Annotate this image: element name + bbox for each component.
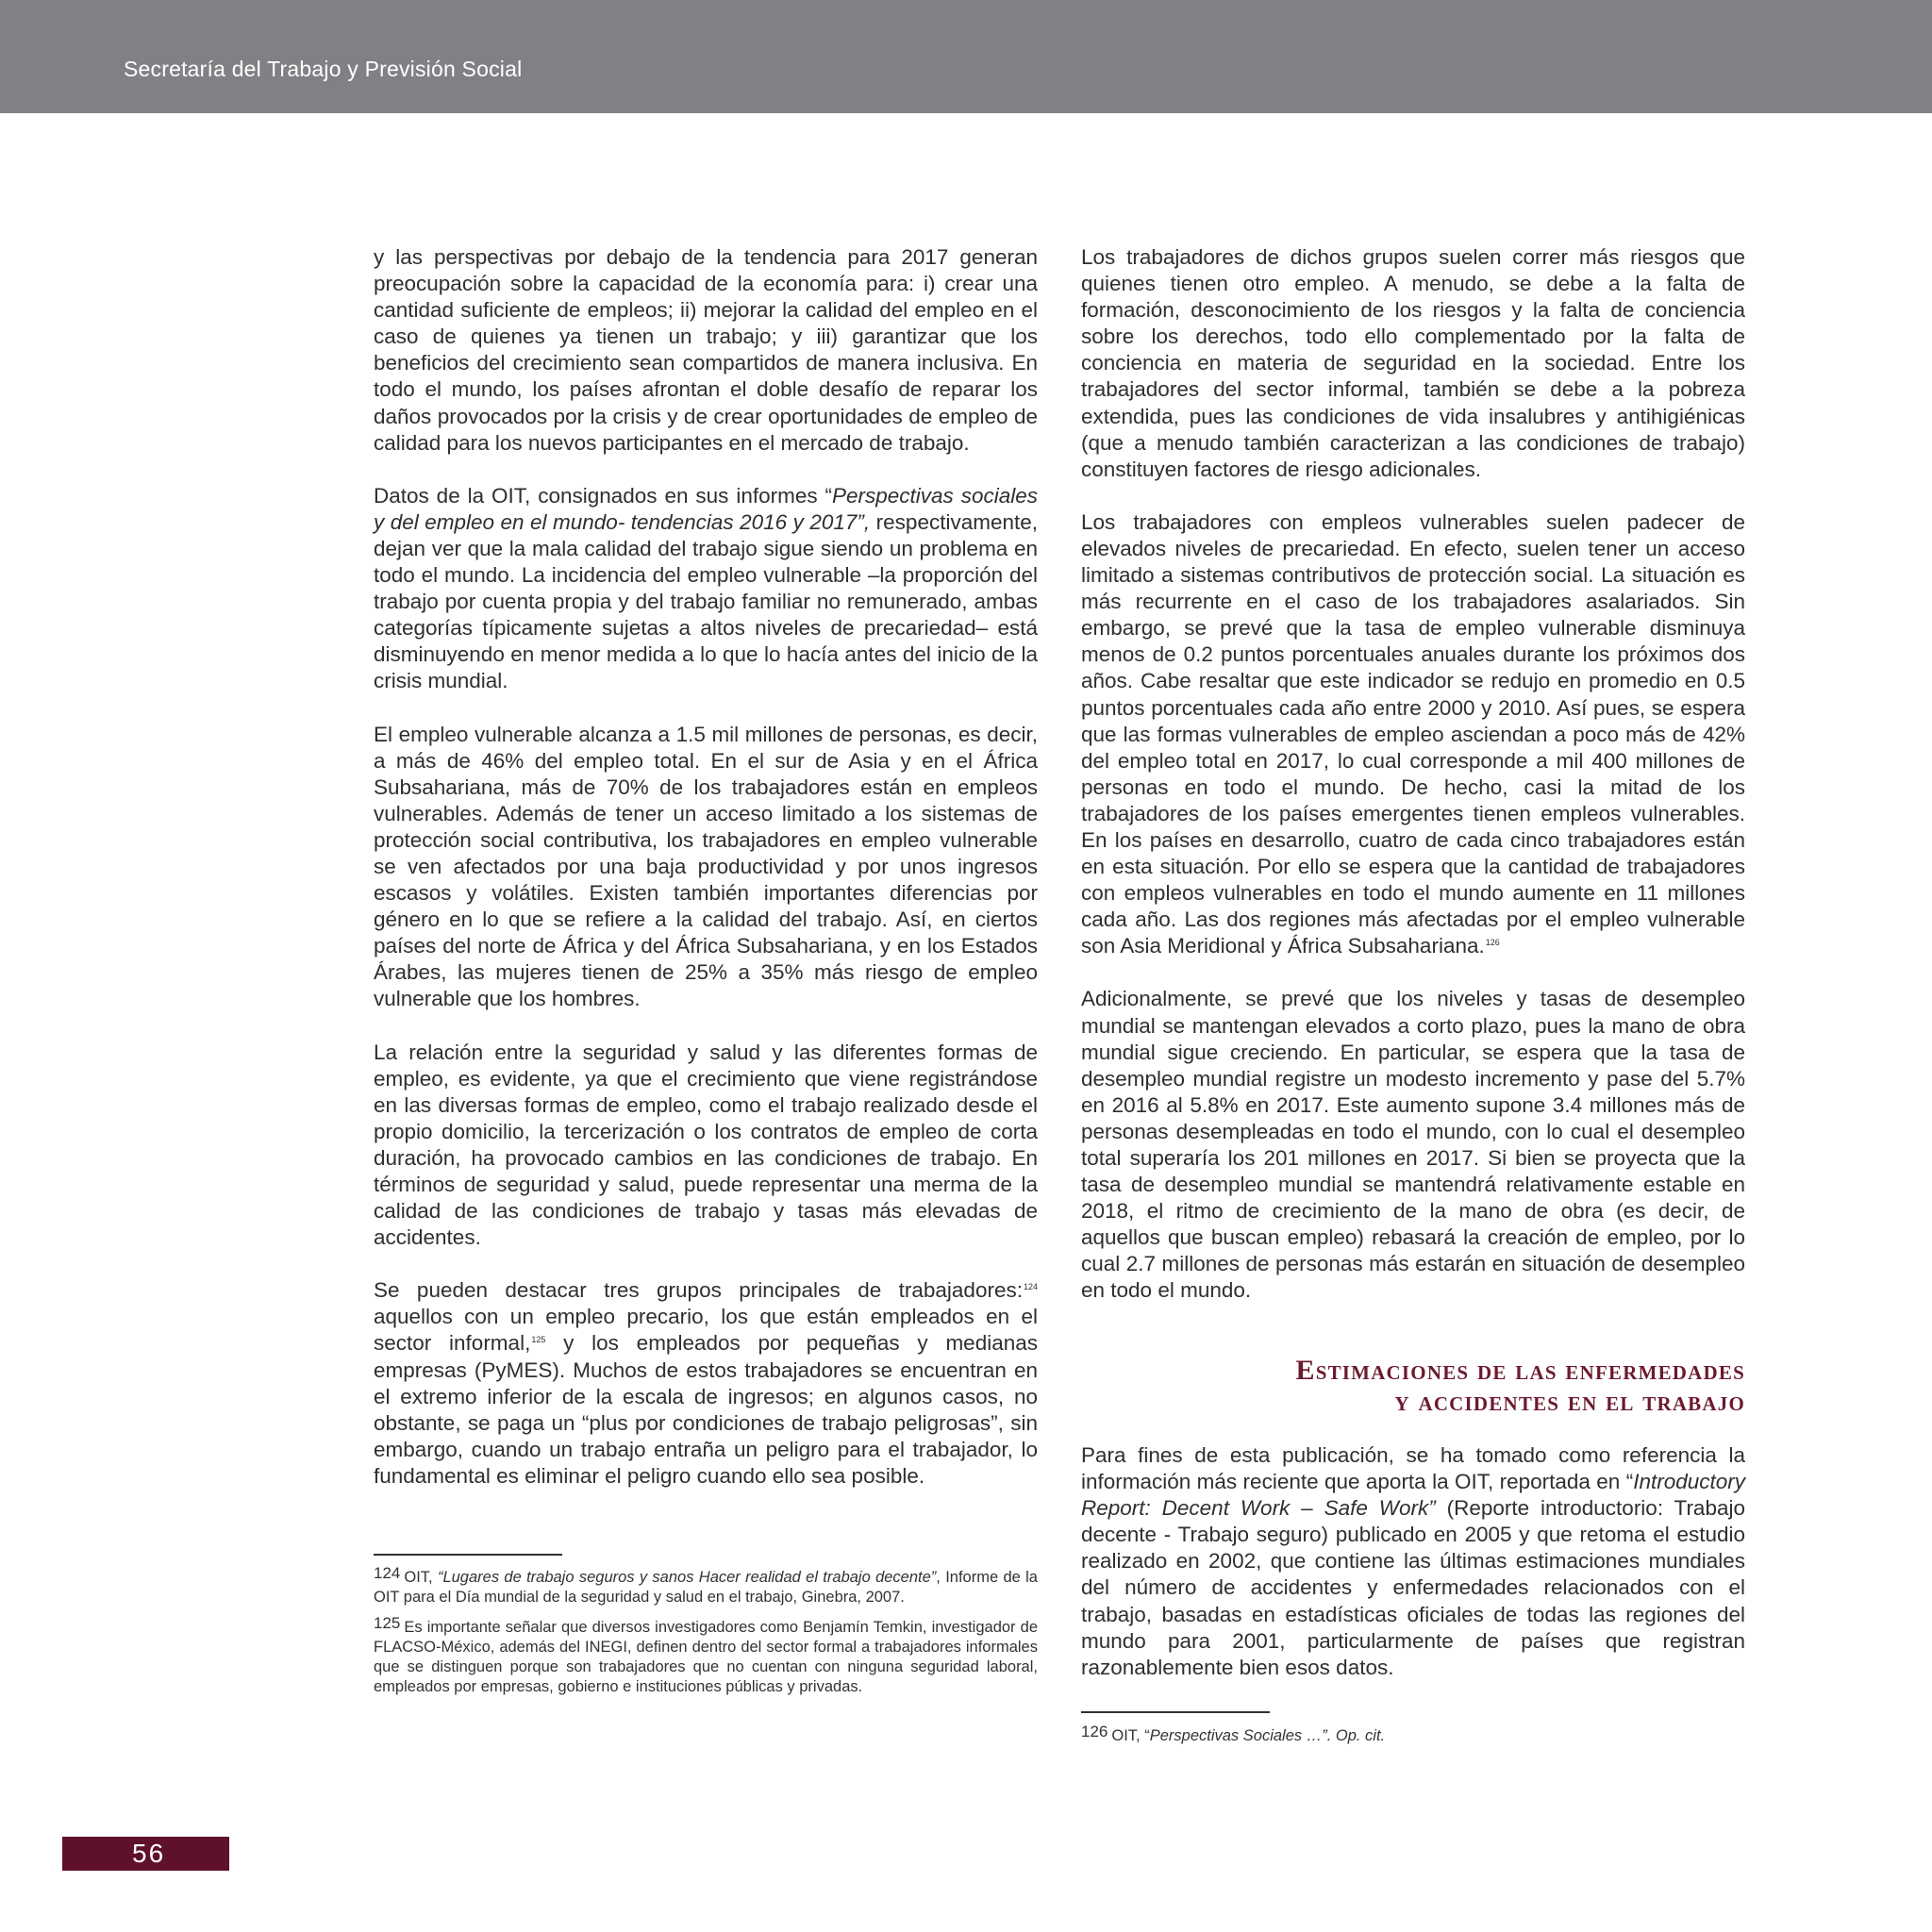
footnote-reference-124[interactable]: 124: [1023, 1282, 1038, 1292]
footnote-number: 125: [374, 1614, 401, 1632]
footnote-number: 126: [1081, 1723, 1108, 1740]
paragraph-text: respectivamente, dejan ver que la mala calidad del trabajo sigue siendo un problema en todo el mundo. La incidencia del empleo vulnerable –la proporción del trabajo por cuenta propia y del trabajo familiar no remunerado, ambas categorías típicamente sujetas a altos niveles de precariedad– está disminuyendo en menor medida a lo que lo hacía antes del inicio de la crisis mundial.: [374, 509, 1039, 693]
report-title: Perspectivas sociales y del empleo en el mundo- tendencias 2016 y 2017”,: [374, 483, 1039, 534]
footnote-separator: [374, 1554, 562, 1556]
running-header-title: Secretaría del Trabajo y Previsión Social: [124, 57, 523, 81]
footnotes-left: [374, 1563, 1038, 1703]
footnote-title: “Lugares de trabajo seguros y sanos Hacer realidad el trabajo decente”: [437, 1569, 937, 1586]
page-number: 56: [132, 1839, 166, 1868]
footnote-separator: [1081, 1711, 1270, 1713]
paragraph-text: Los trabajadores con empleos vulnerables suelen padecer de elevados niveles de precariedad. En efecto, suelen tener un acceso limitado a sistemas contributivos de protección social. La situación es más recurrente en el caso de los trabajadores asalariados. Sin embargo, se prevé que la tasa de empleo vulnerable disminuya menos de 0.2 puntos porcentuales anuales durante los próximos dos años. Cabe resaltar que este indicador se redujo en promedio en 0.5 puntos porcentuales cada año entre 2000 y 2010. Así pues, se espera que las formas vulnerables de empleo asciendan a poco más de 42% del empleo total en 2017, lo cual corresponde a mil 400 millones de personas en todo el mundo. De hecho, casi la mitad de los trabajadores de los países emergentes tienen empleos vulnerables. En los países en desarrollo, cuatro de cada cinco trabajadores están en esta situación. Por ello se espera que la cantidad de trabajadores con empleos vulnerables en todo el mundo aumente en 11 millones cada año. Las dos regiones más afectadas por el empleo vulnerable son Asia Meridional y África Subsahariana.: [1081, 509, 1745, 958]
paragraph: [374, 244, 1038, 457]
footnote-reference-125[interactable]: 125: [531, 1335, 546, 1345]
footnote-title: Perspectivas Sociales …”. Op. cit.: [1149, 1727, 1386, 1744]
footnote-text: , Informe de la OIT para el Día mundial de la seguridad y salud en el trabajo, Ginebra, 2007.: [374, 1569, 1038, 1606]
footnote-text: OIT, “: [1111, 1727, 1150, 1744]
report-title: Introductory Report: Decent Work – Safe Work”: [1081, 1470, 1745, 1521]
section-heading-line: y accidentes en el trabajo: [1394, 1386, 1745, 1417]
paragraph-text: Para fines de esta publicación, se ha tomado como referencia la información más reciente que aporta la OIT, reportada en “: [1081, 1443, 1745, 1494]
section-heading-line: Estimaciones de las enfermedades: [1295, 1355, 1745, 1386]
footnote-126: [1081, 1722, 1745, 1746]
paragraph-text: Los trabajadores de dichos grupos suelen correr más riesgos que quienes tienen otro empleo. A menudo, se debe a la falta de formación, desconocimiento de los riesgos y la falta de conciencia sobre los derechos, todo ello complementado por la falta de conciencia en materia de seguridad en la sociedad. Entre los trabajadores del sector informal, también se debe a la pobreza extendida, pues las condiciones de vida insalubres y antihigiénicas (que a menudo también caracterizan a las condiciones de trabajo) constituyen factores de riesgo adicionales.: [1081, 245, 1745, 481]
paragraph-text: El empleo vulnerable alcanza a 1.5 mil millones de personas, es decir, a más de 46% del empleo total. En el sur de Asia y en el África Subsahariana, más de 70% de los trabajadores están en empleos vulnerables. Además de tener un acceso limitado a los sistemas de protección social contributiva, los trabajadores en empleo vulnerable se ven afectados por una baja productividad y por unos ingresos escasos y volátiles. Existen también importantes diferencias por género en lo que se refiere a la calidad del trabajo. Así, en ciertos países del norte de África y del África Subsahariana, y en los Estados Árabes, las mujeres tienen de 25% a 35% más riesgo de empleo vulnerable que los hombres.: [374, 722, 1038, 1011]
footnotes-right: [1081, 1722, 1745, 1752]
footnote-125: [374, 1613, 1038, 1697]
paragraph-text: Adicionalmente, se prevé que los niveles y tasas de desempleo mundial se mantengan elevados a corto plazo, pues la mano de obra mundial sigue creciendo. En particular, se espera que la tasa de desempleo mundial registre un modesto incremento y pase del 5.7% en 2016 al 5.8% en 2017. Este aumento supone 3.4 millones más de personas desempleadas en todo el mundo, con lo cual el desempleo total superaría los 201 millones en 2017. Si bien se proyecta que la tasa de desempleo mundial se mantendrá relativamente estable en 2018, el ritmo de crecimiento de la mano de obra (es decir, de aquellos que buscan empleo) rebasará la creación de empleo, por lo cual 2.7 millones de personas más estarán en situación de desempleo en todo el mundo.: [1081, 987, 1745, 1303]
section-heading: [1081, 1355, 1745, 1417]
paragraph: [1081, 244, 1745, 483]
paragraph: [374, 1277, 1038, 1490]
paragraph: [374, 722, 1038, 1013]
paragraph: [1081, 1442, 1745, 1681]
paragraph-text: aquellos con un empleo precario, los que están empleados en el sector informal,: [374, 1305, 1038, 1356]
footnote-number: 124: [374, 1564, 401, 1582]
paragraph: [1081, 509, 1745, 960]
paragraph-text: (Reporte introductorio: Trabajo decente - Trabajo seguro) publicado en 2005 y que retoma el estudio realizado en 2002, que contiene las últimas estimaciones mundiales del número de accidentes y enfermedades relacionados con el trabajo, basadas en estadísticas oficiales de todas las regiones del mundo para 2001, particularmente de países que registran razonablemente bien esos datos.: [1081, 1496, 1745, 1679]
paragraph-text: y las perspectivas por debajo de la tendencia para 2017 generan preocupación sobre la capacidad de la economía para: i) crear una cantidad suficiente de empleos; ii) mejorar la calidad del empleo en el caso de quienes ya tienen un trabajo; y iii) garantizar que los beneficios del crecimiento sean compartidos de manera inclusiva. En todo el mundo, los países afrontan el doble desafío de reparar los daños provocados por la crisis y de crear oportunidades de empleo de calidad para los nuevos participantes en el mercado de trabajo.: [374, 245, 1038, 455]
section-body: [1081, 1442, 1745, 1681]
paragraph: [1081, 986, 1745, 1304]
paragraph-text: Se pueden destacar tres grupos principales de trabajadores:: [374, 1278, 1023, 1303]
paragraph: [374, 483, 1038, 695]
paragraph-text: y los empleados por pequeñas y medianas empresas (PyMES). Muchos de estos trabajadores se encuentran en el extremo inferior de la escala de ingresos; en algunos casos, no obstante, se paga un “plus por condiciones de trabajo peligrosas”, sin embargo, cuando un trabajo entraña un peligro para el trabajador, lo fundamental es eliminar el peligro cuando ello sea posible.: [374, 1331, 1038, 1488]
left-text-column: [374, 244, 1038, 1490]
footnote-124: [374, 1563, 1038, 1607]
paragraph: [374, 1040, 1038, 1252]
footnote-reference-126[interactable]: 126: [1485, 938, 1500, 948]
footnote-text: Es importante señalar que diversos investigadores como Benjamín Temkin, investigador de FLACSO-México, además del INEGI, definen dentro del sector formal a trabajadores informales que se distinguen porque son trabajadores que no cuentan con ninguna seguridad laboral, empleados por empresas, gobierno e instituciones públicas y privadas.: [374, 1619, 1038, 1695]
right-text-column: [1081, 244, 1745, 1305]
footnote-text: OIT,: [404, 1569, 438, 1586]
paragraph-text: Datos de la OIT, consignados en sus informes “: [374, 483, 832, 508]
paragraph-text: La relación entre la seguridad y salud y las diferentes formas de empleo, es evidente, ya que el crecimiento que viene registrándose en las diversas formas de empleo, como el trabajo realizado desde el propio domicilio, la tercerización o los contratos de empleo de corta duración, ha provocado cambios en las condiciones de trabajo. En términos de seguridad y salud, puede representar una merma de la calidad de las condiciones de trabajo y tasas más elevadas de accidentes.: [374, 1040, 1038, 1250]
